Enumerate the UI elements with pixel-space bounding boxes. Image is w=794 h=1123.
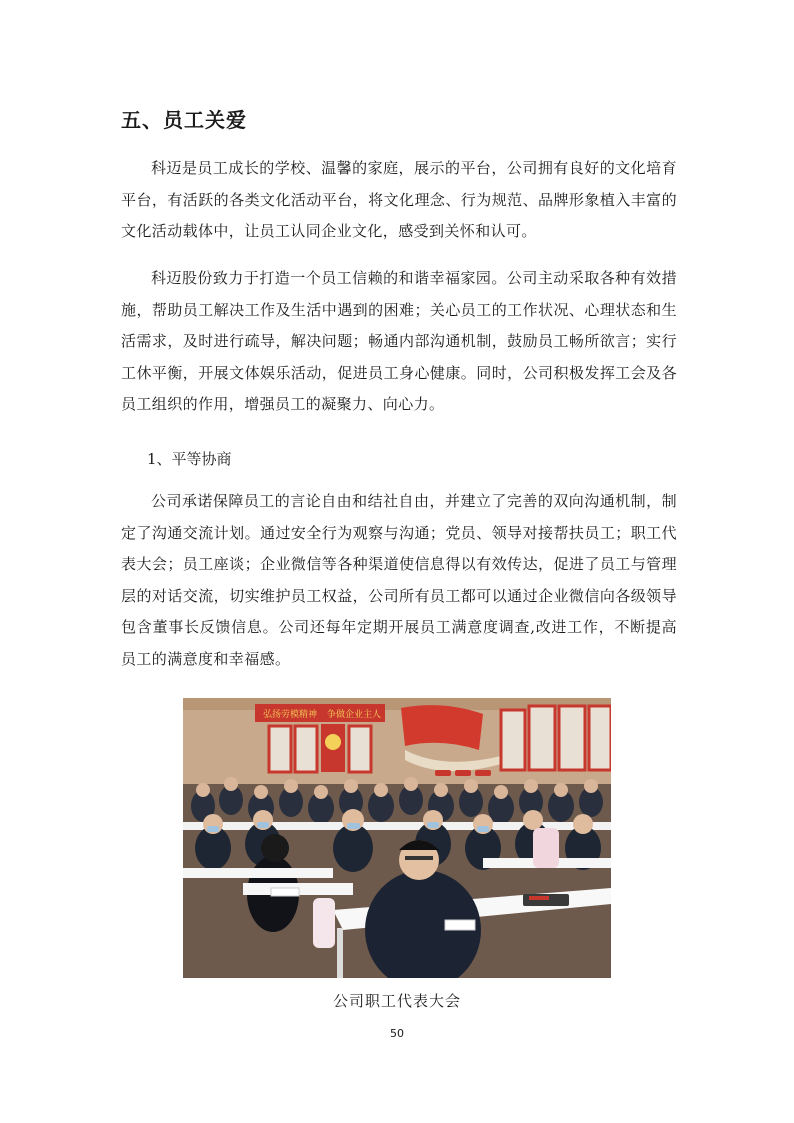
paragraph-1: 科迈是员工成长的学校、温馨的家庭，展示的平台，公司拥有良好的文化培育平台，有活跃的各类文化活动平台，将文化理念、行为规范、品牌形象植入丰富的文化活动载体中，让员工认同企业文化，感受到关怀和认可。 [121,159,677,240]
meeting-photo [183,698,611,978]
subsection-heading: 1、平等协商 [147,450,232,468]
paragraph-2: 科迈股份致力于打造一个员工信赖的和谐幸福家园。公司主动采取各种有效措施，帮助员工解决工作及生活中遇到的困难；关心员工的工作状况、心理状态和生活需求，及时进行疏导，解决问题；畅通内部沟通机制，鼓励员工畅所欲言；实行工休平衡，开展文体娱乐活动，促进员工身心健康。同时，公司积极发挥工会及各员工组织的作用，增强员工的凝聚力、向心力。 [121,269,677,413]
banner-sign-right: 争做企业主人 [327,710,382,720]
meeting-photo-illustration [183,698,611,978]
paragraph-3: 公司承诺保障员工的言论自由和结社自由，并建立了完善的双向沟通机制，制定了沟通交流计划。通过安全行为观察与沟通；党员、领导对接帮扶员工；职工代表大会；员工座谈；企业微信等各种渠道使信息得以有效传达，促进了员工与管理层的对话交流，切实维护员工权益，公司所有员工都可以通过企业微信向各级领导包含董事长反馈信息。公司还每年定期开展员工满意度调查,改进工作，不断提高员工的满意度和幸福感。 [121,492,677,668]
section-heading: 五、员工关爱 [121,108,247,132]
page-number: 50 [390,1027,404,1040]
figure-caption: 公司职工代表大会 [332,992,461,1010]
banner-sign-left: 弘扬劳模精神 [263,710,318,720]
